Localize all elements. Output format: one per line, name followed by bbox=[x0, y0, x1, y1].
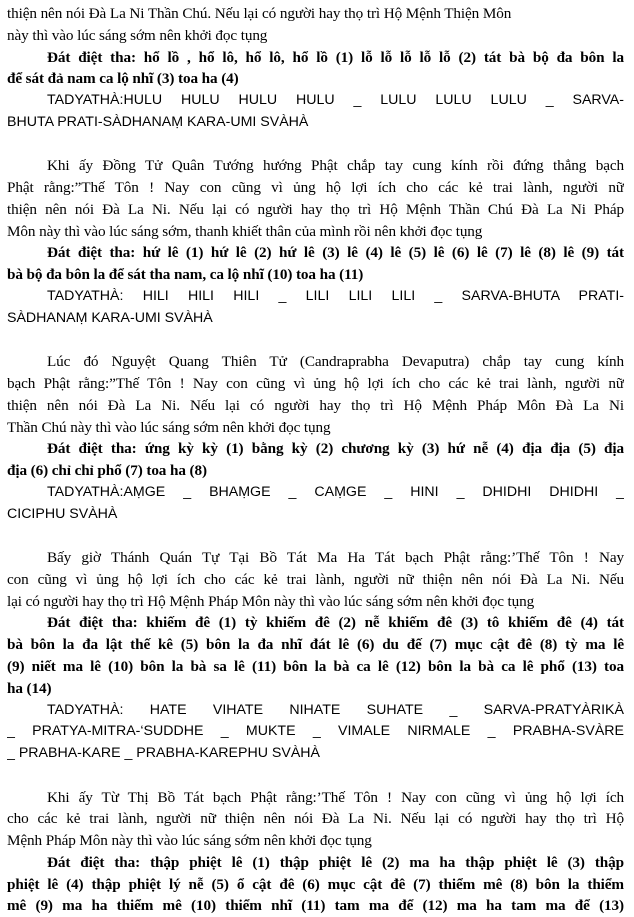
text-line: Đát điệt tha: khiếm đê (1) tỳ khiếm đê (2) nễ khiếm đê (3) tô khiếm đê (4) tát bbox=[47, 614, 624, 632]
text-line: TADYATHÀ: HILI HILI HILI _ LILI LILI LILI _ SARVA-BHUTA PRATI- bbox=[47, 288, 624, 305]
paragraph-gap bbox=[7, 526, 624, 548]
text-line: thiện nên nói Đà La Ni. Nếu lại có người hay thọ trì Hộ Mệnh Thần Chú Đà La Ni Pháp bbox=[7, 200, 624, 218]
text-line: bà bôn la đa lật thế kê (5) bôn la đa nhĩ đát lê (6) du đế (7) mục cật đê (8) tỳ ma lê bbox=[7, 636, 624, 654]
paragraph-gap bbox=[7, 330, 624, 352]
text-line: lại có người hay thọ trì Hộ Mệnh Pháp Môn này thì vào lúc sáng sớm nên khởi đọc tụng bbox=[7, 592, 535, 610]
text-line: Môn này thì vào lúc sáng sớm, thanh khiết thân của mình rồi nên khởi đọc tụng bbox=[7, 222, 483, 240]
text-line: Bấy giờ Thánh Quán Tự Tại Bồ Tát Ma Ha Tát bạch Phật rằng:’Thế Tôn ! Nay bbox=[47, 549, 624, 567]
text-line: mê (9) ma ha thiểm mê (10) thiểm nhĩ (11) tam ma để (12) ma ha tam ma để (13) bbox=[7, 897, 624, 915]
text-line: SÀDHANAṂ KARA-UMI SVÀHÀ bbox=[7, 309, 213, 326]
text-line: TADYATHÀ:HULU HULU HULU HULU _ LULU LULU LULU _ SARVA- bbox=[47, 92, 624, 109]
text-line: Khi ấy Đồng Tử Quân Tướng hướng Phật chắp tay cung kính rồi đứng thẳng bạch bbox=[47, 157, 624, 175]
text-line: ha (14) bbox=[7, 679, 52, 697]
text-line: _ PRABHA-KARE _ PRABHA-KAREPHU SVÀHÀ bbox=[7, 745, 321, 762]
text-line: để sát đả nam ca lộ nhĩ (3) toa ha (4) bbox=[7, 70, 239, 88]
text-line: cho các kẻ trai lành, người nữ thiện nên nói Đà La Ni. Nếu lại có người hay thọ trì Hộ bbox=[7, 810, 624, 828]
text-line: Đát điệt tha: hứ lê (1) hứ lê (2) hứ lê (3) lê (4) lê (5) lê (6) lê (7) lê (8) lê (9) tát bbox=[47, 244, 624, 262]
text-line: BHUTA PRATI-SÀDHANAṂ KARA-UMI SVÀHÀ bbox=[7, 113, 309, 130]
text-line: Đát điệt tha: thập phiệt lê (1) thập phiệt lê (2) ma ha thập phiệt lê (3) thập bbox=[47, 853, 624, 871]
paragraph-gap bbox=[7, 765, 624, 787]
text-line: Đát điệt tha: ứng kỳ kỳ (1) bằng kỳ (2) chương kỳ (3) hứ nễ (4) địa địa (5) địa bbox=[47, 440, 624, 458]
text-line: (9) niết ma lê (10) bôn la bà sa lê (11) bôn la bà ca lê (12) bôn la bà ca lê phổ (13) toa bbox=[7, 658, 624, 676]
text-line: bạch Phật rằng:”Thế Tôn ! Nay con cũng vì ủng hộ lợi ích cho các kẻ trai lành, người nữ bbox=[7, 374, 624, 392]
text-line: CICIPHU SVÀHÀ bbox=[7, 505, 118, 522]
text-line: con cũng vì ủng hộ lợi ích cho các kẻ trai lành, người nữ thiện nên nói Đà La Ni. Nếu bbox=[7, 570, 624, 588]
text-line: Phật rằng:”Thế Tôn ! Nay con cũng vì ủng hộ lợi ích cho các kẻ trai lành, người nữ bbox=[7, 179, 624, 197]
text-line: Khi ấy Từ Thị Bồ Tát bạch Phật rằng:’Thế Tôn ! Nay con cũng vì ủng hộ lợi ích bbox=[47, 788, 624, 806]
paragraph-gap bbox=[7, 134, 624, 156]
text-line: Mệnh Pháp Môn này thì vào lúc sáng sớm nên khởi đọc tụng bbox=[7, 832, 372, 850]
text-line: phiệt lê (4) thập phiệt lý nễ (5) ổ cật đê (6) mục cật đê (7) thiểm mê (8) bôn la thiểm bbox=[7, 875, 624, 893]
text-line: Thần Chú này thì vào lúc sáng sớm nên khởi đọc tụng bbox=[7, 418, 331, 436]
text-line: thiện nên nói Đà La Ni. Nếu lại có người hay thọ trì Hộ Mệnh Pháp Môn Đà La Ni bbox=[7, 396, 624, 414]
text-line: địa (6) chỉ chỉ phổ (7) toa ha (8) bbox=[7, 462, 207, 480]
text-line: bà bộ đa bôn la để sát tha nam, ca lộ nhĩ (10) toa ha (11) bbox=[7, 266, 364, 284]
text-line: TADYATHÀ: HATE VIHATE NIHATE SUHATE _ SARVA-PRATYÀRIKÀ bbox=[47, 701, 624, 718]
text-line: Lúc đó Nguyệt Quang Thiên Tử (Candraprabha Devaputra) chắp tay cung kính bbox=[47, 353, 624, 371]
text-line: TADYATHÀ:AṂGE _ BHAṂGE _ CAṂGE _ HINI _ DHIDHI DHIDHI _ bbox=[47, 483, 624, 500]
text-line: này thì vào lúc sáng sớm nên khởi đọc tụng bbox=[7, 26, 268, 44]
text-line: thiện nên nói Đà La Ni Thần Chú. Nếu lại có người hay thọ trì Hộ Mệnh Thiện Môn bbox=[7, 5, 512, 22]
text-line: Đát điệt tha: hổ lồ , hổ lô, hổ lô, hổ lồ (1) lỗ lỗ lỗ lỗ lỗ (2) tát bà bộ đa bôn la bbox=[47, 48, 624, 66]
text-line: _ PRATYA-MITRA-‘SUDDHE _ MUKTE _ VIMALE NIRMALE _ PRABHA-SVÀRE bbox=[7, 723, 624, 740]
